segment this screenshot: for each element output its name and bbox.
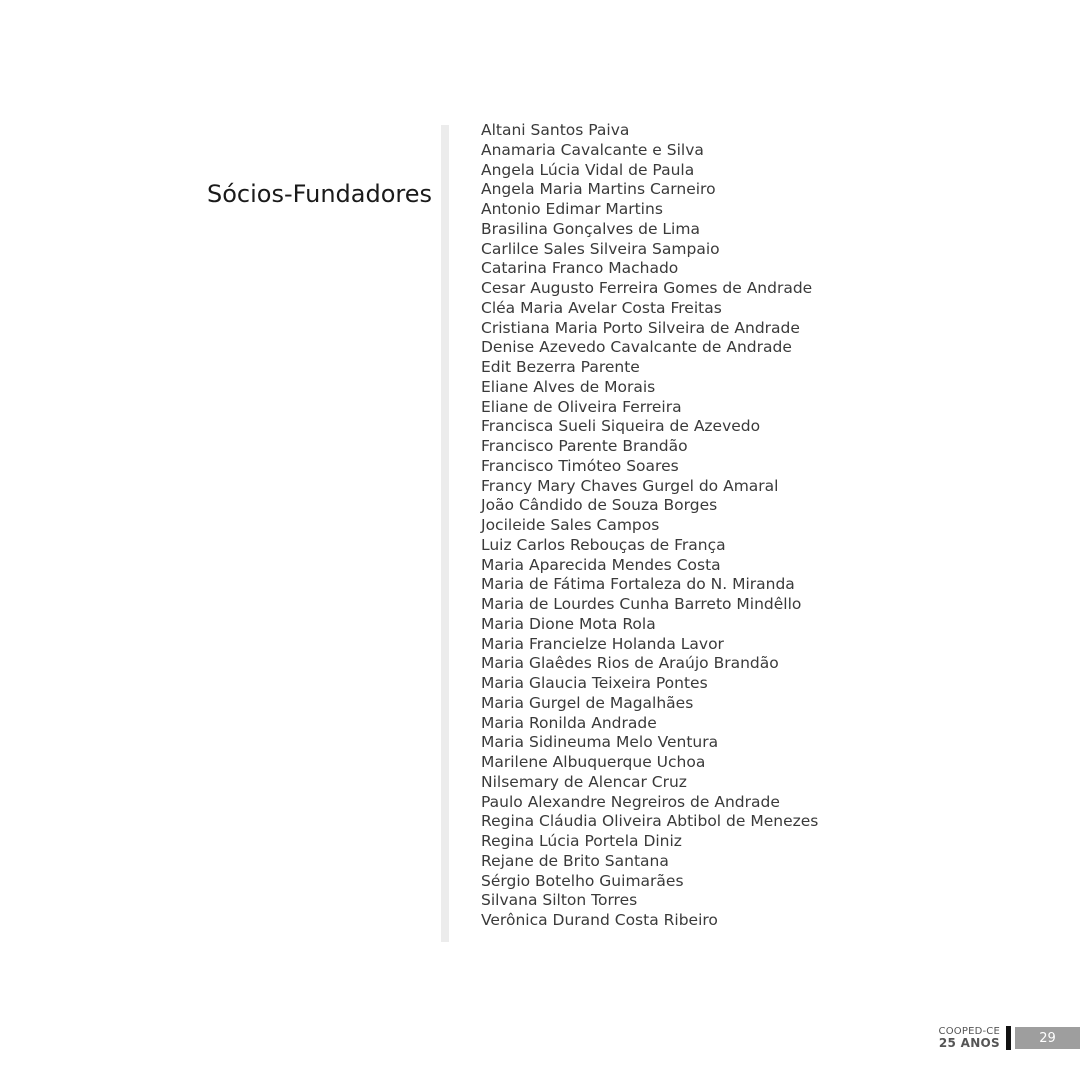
member-name: Angela Lúcia Vidal de Paula bbox=[481, 160, 695, 179]
member-name: Nilsemary de Alencar Cruz bbox=[481, 772, 687, 791]
member-name: Maria Francielze Holanda Lavor bbox=[481, 634, 724, 653]
member-name: Maria Sidineuma Melo Ventura bbox=[481, 733, 719, 752]
member-name: Altani Santos Paiva bbox=[481, 121, 630, 139]
member-name: Catarina Franco Machado bbox=[481, 259, 679, 278]
founding-members-list bbox=[481, 121, 818, 931]
page-footer bbox=[939, 1026, 1080, 1050]
page-number: 29 bbox=[1015, 1027, 1080, 1049]
member-name: Maria de Fátima Fortaleza do N. Miranda bbox=[481, 575, 795, 594]
member-name: Maria Gurgel de Magalhães bbox=[481, 693, 694, 712]
member-name: Eliane de Oliveira Ferreira bbox=[481, 397, 682, 416]
member-name: Regina Lúcia Portela Diniz bbox=[481, 832, 682, 850]
member-name: Maria de Lourdes Cunha Barreto Mindêllo bbox=[481, 595, 802, 613]
member-name: Maria Glaucia Teixeira Pontes bbox=[481, 674, 708, 692]
member-name: Cristiana Maria Porto Silveira de Andrade bbox=[481, 318, 800, 337]
member-name: Maria Dione Mota Rola bbox=[481, 614, 656, 633]
member-name: Maria Aparecida Mendes Costa bbox=[481, 555, 721, 574]
member-name: Eliane Alves de Morais bbox=[481, 377, 656, 396]
member-name: Cesar Augusto Ferreira Gomes de Andrade bbox=[481, 279, 813, 297]
member-name: Francy Mary Chaves Gurgel do Amaral bbox=[481, 476, 779, 495]
member-name: Carlilce Sales Silveira Sampaio bbox=[481, 239, 720, 258]
member-name: Silvana Silton Torres bbox=[481, 891, 638, 910]
member-name: Cléa Maria Avelar Costa Freitas bbox=[481, 298, 722, 317]
member-name: Regina Cláudia Oliveira Abtibol de Menezes bbox=[481, 812, 819, 831]
member-name: Sérgio Botelho Guimarães bbox=[481, 871, 684, 890]
footer-anniversary: 25 ANOS bbox=[938, 1036, 1000, 1050]
member-name: Rejane de Brito Santana bbox=[481, 851, 669, 870]
member-name: João Cândido de Souza Borges bbox=[481, 496, 718, 515]
member-name: Maria Glaêdes Rios de Araújo Brandão bbox=[481, 654, 779, 673]
member-name: Verônica Durand Costa Ribeiro bbox=[481, 911, 718, 929]
vertical-divider bbox=[441, 125, 449, 942]
member-name: Maria Ronilda Andrade bbox=[481, 713, 657, 732]
footer-org-name: COOPED-CE bbox=[938, 1026, 1000, 1037]
member-name: Jocileide Sales Campos bbox=[481, 516, 660, 534]
member-name: Francisca Sueli Siqueira de Azevedo bbox=[481, 417, 761, 436]
member-name: Angela Maria Martins Carneiro bbox=[481, 180, 716, 199]
member-name: Anamaria Cavalcante e Silva bbox=[481, 140, 704, 159]
member-name: Marilene Albuquerque Uchoa bbox=[481, 753, 706, 771]
member-name: Paulo Alexandre Negreiros de Andrade bbox=[481, 792, 780, 811]
footer-brand bbox=[939, 1027, 1000, 1049]
member-name: Denise Azevedo Cavalcante de Andrade bbox=[481, 338, 792, 357]
member-name: Brasilina Gonçalves de Lima bbox=[481, 219, 700, 238]
member-name: Edit Bezerra Parente bbox=[481, 358, 640, 376]
member-name: Francisco Timóteo Soares bbox=[481, 456, 679, 475]
member-name: Antonio Edimar Martins bbox=[481, 200, 663, 218]
footer-separator bbox=[1006, 1026, 1011, 1050]
member-name: Luiz Carlos Rebouças de França bbox=[481, 535, 726, 554]
member-name: Francisco Parente Brandão bbox=[481, 437, 688, 455]
page-title: Sócios-Fundadores bbox=[207, 180, 433, 208]
